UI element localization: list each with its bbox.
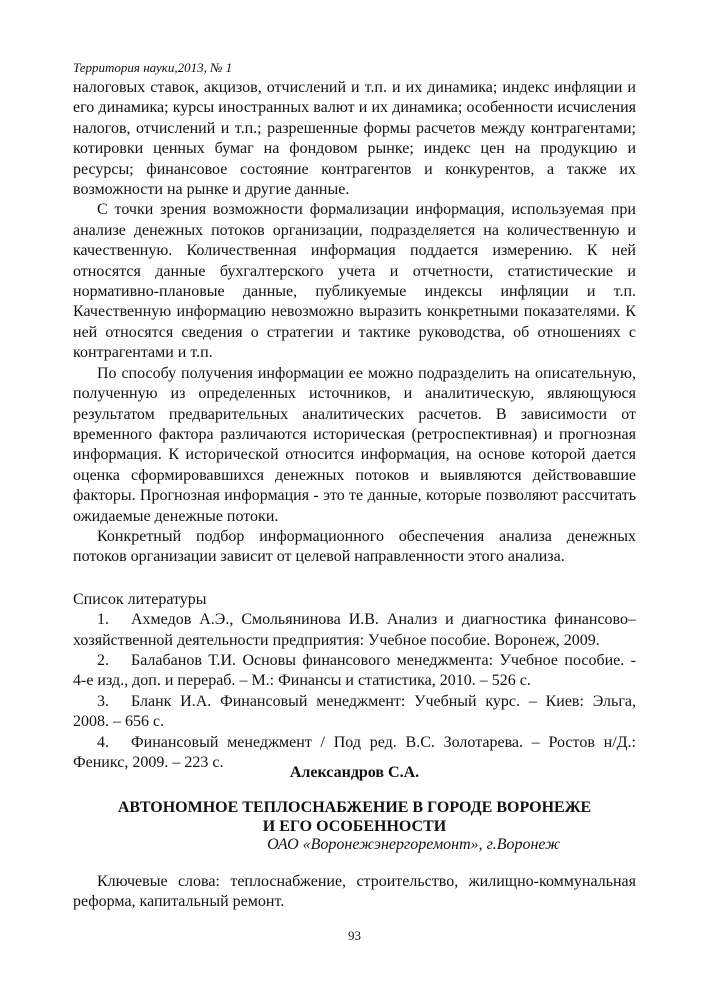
reference-text: Финансовый менеджмент / Под ред. В.С. Золотарева. – Ростов н/Д.: Феникс, 2009. – 223 с. [73,733,636,771]
reference-text: Балабанов Т.И. Основы финансового менеджмента: Учебное пособие. - 4-е изд., доп. и перераб. – М.: Финансы и статистика, 2010. – 526 с. [73,651,636,690]
author-organization: ОАО «Воронежэнергоремонт», г.Воронеж [267,836,560,853]
reference-text: Бланк И.А. Финансовый менеджмент: Учебный курс. – Киев: Эльга, 2008. – 656 с. [73,692,636,731]
paragraph: налоговых ставок, акцизов, отчислений и т.п. и их динамика; индекс инфляции и его динамика; курсы иностранных валют и их динамика; особенности исчисления налогов, отчислений и т.п.; разрешенные формы расчетов между контрагентами; котировки ценных бумаг на фондовом рынке; индекс цен на продукцию и ресурсы; финансовое состояние контрагентов и конкурентов, а также их возможности на рынке и другие данные. [73,79,636,199]
journal-header: Территория науки,2013, № 1 [73,60,233,75]
paragraph: Конкретный подбор информационного обеспечения анализа денежных потоков организации зависит от целевой направленности этого анализа. [73,527,636,566]
reference-number: 3. [97,692,109,710]
reference-item [73,610,636,651]
reference-number: 2. [97,651,109,669]
reference-item [73,651,636,692]
article-title-line: И ЕГО ОСОБЕННОСТИ [262,818,447,835]
article-title [73,798,636,836]
references-title: Список литературы [73,590,207,608]
reference-text: Ахмедов А.Э., Смольянинова И.В. Анализ и диагностика финансово–хозяйственной деятельности предприятия: Учебное пособие. Воронеж, 2009. [73,611,636,649]
paragraph: С точки зрения возможности формализации информация, используемая при анализе денежных потоков организации, подразделяется на количественную и качественную. Количественная информация поддается измерению. К ней относятся данные бухгалтерского учета и отчетности, статистические и нормативно-плановые данные, публикуемые индексы инфляции и т.п. Качественную информацию невозможно выразить конкретными показателями. К ней относятся сведения о стратегии и тактике руководства, об отношениях с контрагентами и т.п. [73,201,636,362]
article-author: Александров С.А. [289,764,420,781]
article-title-line: АВТОНОМНОЕ ТЕПЛОСНАБЖЕНИЕ В ГОРОДЕ ВОРОНЕЖЕ [117,799,592,816]
keywords: Ключевые слова: теплоснабжение, строительство, жилищно-коммунальная реформа, капитальный ремонт. [73,873,636,911]
paragraph: По способу получения информации ее можно подразделить на описательную, полученную из определенных источников, и аналитическую, являющуюся результатом предварительных аналитических расчетов. В зависимости от временного фактора различаются историческая (ретроспективная) и прогнозная информация. К исторической относится информация, на основе которой дается оценка сформировавшихся денежных потоков и выявляются действовавшие факторы. Прогнозная информация - это те данные, которые позволяют рассчитать ожидаемые денежные потоки. [73,364,636,525]
page-number: 93 [348,928,361,943]
reference-number: 1. [97,611,109,629]
article-body [73,78,636,773]
reference-number: 4. [97,733,109,751]
reference-item [73,692,636,733]
